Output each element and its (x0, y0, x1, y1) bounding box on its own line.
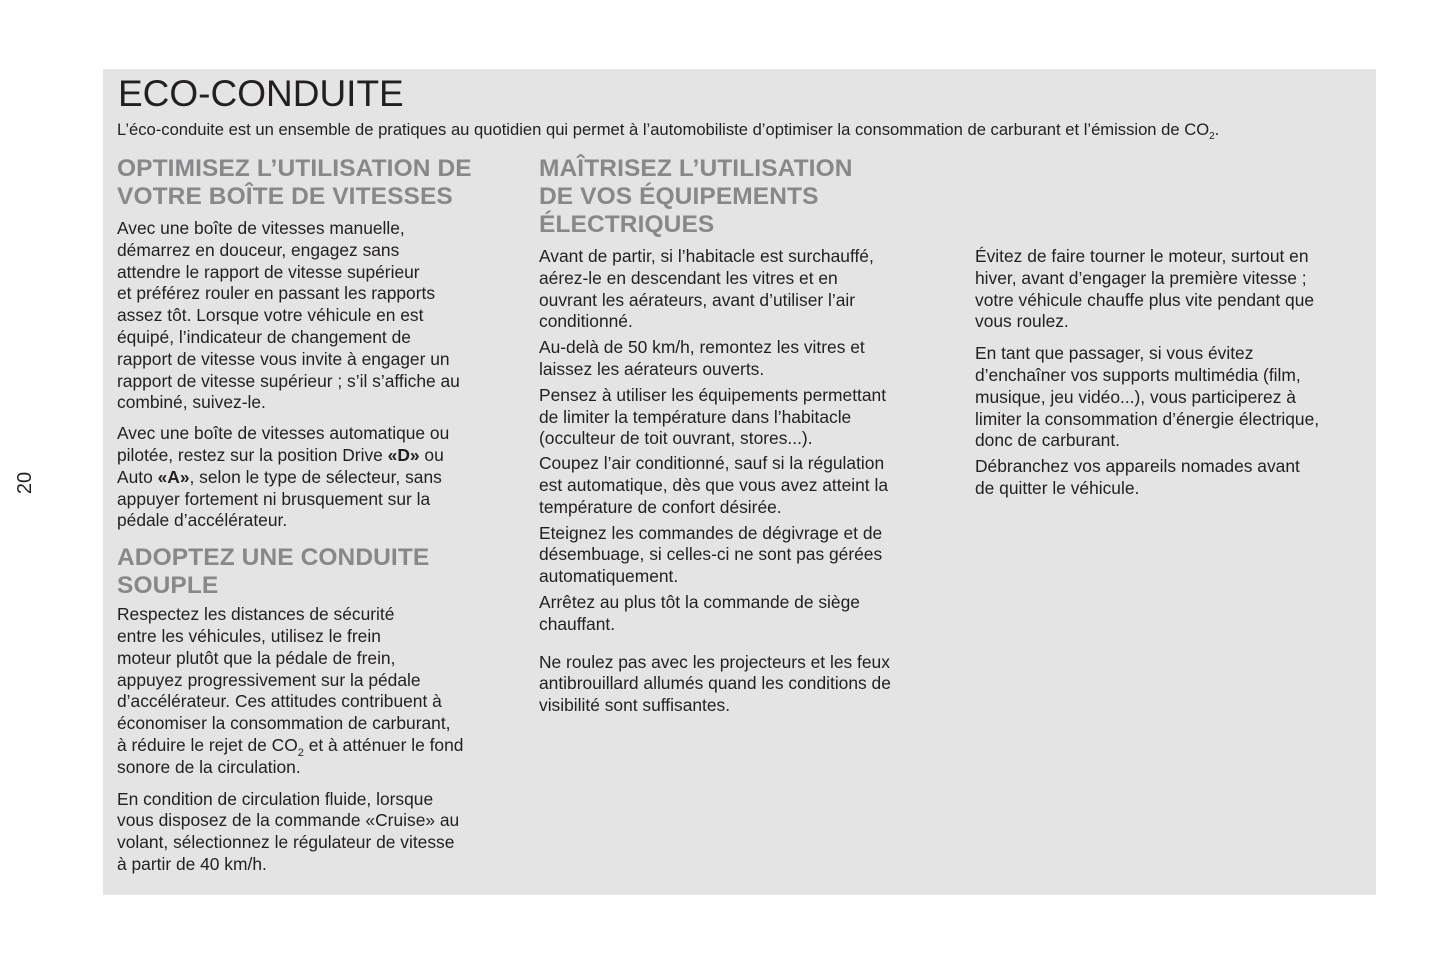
paragraph-overheated-cabin: Avant de partir, si l’habitacle est surchauffé, aérez-le en descendant les vitres et en ouvrant les aérateurs, avant d’utiliser l’air conditionné. (539, 246, 874, 332)
paragraph-manual-gearbox: Avec une boîte de vitesses manuelle, démarrez en douceur, engagez sans attendre le rapport de vitesse supérieur et préférez rouler en passant les rapports assez tôt. Lorsque votre véhicule en est équipé, l’indicateur de changement de rapport de vitesse vous invite à engager un rapport de vitesse supérieur ; s’il s’affiche au combiné, suivez-le. (117, 218, 460, 413)
paragraph-windows-speed: Au-delà de 50 km/h, remontez les vitres et laissez les aérateurs ouverts. (539, 337, 865, 379)
section-heading-gearbox: OPTIMISEZ L’UTILISATION DE VOTRE BOÎTE DE VITESSES (117, 155, 472, 210)
page-number: 20 (14, 471, 36, 495)
section-heading-electrical: MAÎTRISEZ L’UTILISATION DE VOS ÉQUIPEMENTS ÉLECTRIQUES (539, 155, 853, 238)
intro-text: L’éco-conduite est un ensemble de pratiques au quotidien qui permet à l’automobiliste d’optimiser la consommation de carburant et l’émission de $CO_2$. (117, 120, 1220, 142)
column-electrical-equipment (539, 155, 949, 717)
paragraph-passenger-multimedia: En tant que passager, si vous évitez d’enchaîner vos supports multimédia (film, musique, jeu vidéo...), vous participerez à limiter la consommation d’énergie électrique, donc de carburant. (975, 343, 1320, 451)
paragraph-cruise-control: En condition de circulation fluide, lorsque vous disposez de la commande «Cruise» au volant, sélectionnez le régulateur de vitesse à partir de 40 km/h. (117, 788, 460, 874)
column-gearbox-driving (117, 155, 512, 876)
paragraph-engine-idle: Évitez de faire tourner le moteur, surtout en hiver, avant d’engager la première vitesse ; votre véhicule chauffe plus vite pendant que vous roulez. (975, 246, 1315, 332)
section-heading-smooth-driving: ADOPTEZ UNE CONDUITE SOUPLE (117, 544, 430, 600)
paragraph-defrost: Eteignez les commandes de dégivrage et de désembuage, si celles-ci ne sont pas gérées automatiquement. (539, 522, 883, 587)
paragraph-air-conditioning: Coupez l’air conditionné, sauf si la régulation est automatique, dès que vous avez atteint la température de confort désirée. (539, 453, 889, 517)
paragraph-safety-distances: Respectez les distances de sécurité entre les véhicules, utilisez le frein moteur plutôt que la pédale de frein, appuyez progressivement sur la pédale d’accélérateur. Ces attitudes contribuent à économiser la consommation de carburant, à réduire le rejet de $CO_2$ et à atténuer le fond sonore de la circulation. (117, 604, 464, 777)
paragraph-heated-seat: Arrêtez au plus tôt la commande de siège chauffant. (539, 591, 860, 634)
paragraph-fog-lamps: Ne roulez pas avec les projecteurs et les feux antibrouillard allumés quand les conditions de visibilité sont suffisantes. (539, 651, 891, 716)
page-title: ECO-CONDUITE (118, 73, 404, 114)
paragraph-limit-temperature: Pensez à utiliser les équipements permettant de limiter la température dans l’habitacle (occulteur de toit ouvrant, stores...). (539, 384, 887, 449)
paragraph-automatic-gearbox: Avec une boîte de vitesses automatique ou pilotée, restez sur la position Drive «D» ou Auto «A», selon le type de sélecteur, sans appuyer fortement ni brusquement sur la pédale d’accélérateur. (117, 423, 450, 531)
paragraph-unplug-devices: Débranchez vos appareils nomades avant de quitter le véhicule. (975, 456, 1300, 498)
column-engine-passenger (975, 246, 1370, 500)
